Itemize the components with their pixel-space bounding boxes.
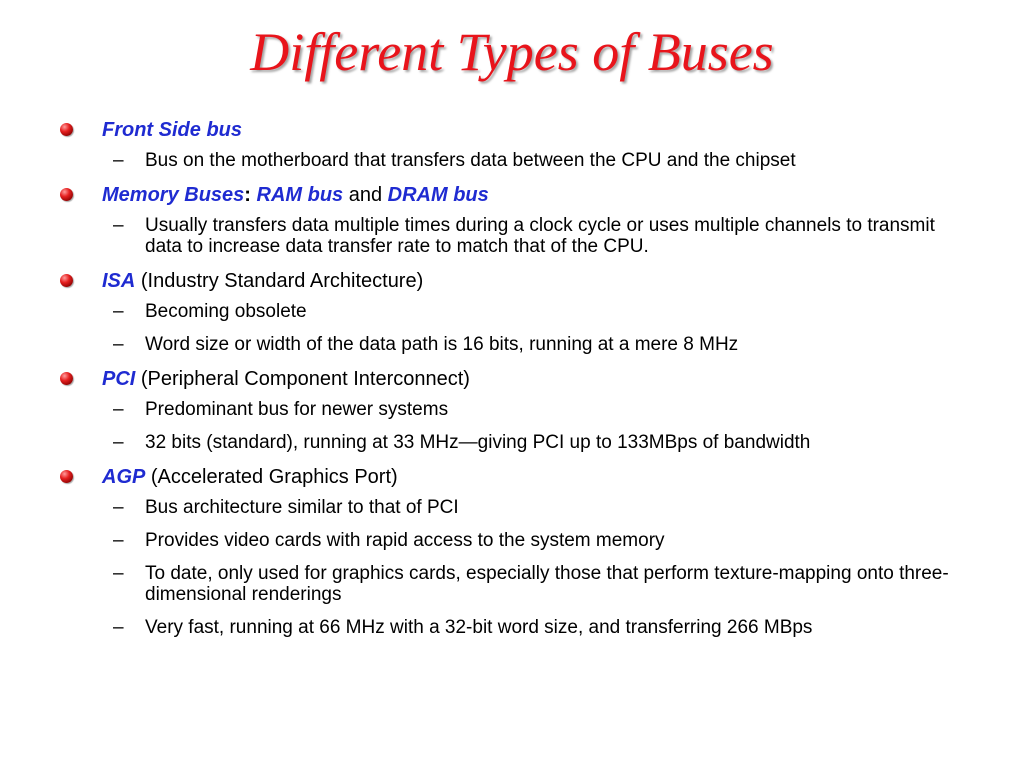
bullet-icon: [60, 470, 73, 483]
slide-content: [56, 118, 976, 650]
sub-point-list: [56, 399, 976, 453]
topic-item: [56, 183, 976, 207]
sub-point-list: [56, 150, 976, 171]
sub-point: [56, 150, 976, 171]
dash-marker: –: [113, 497, 124, 518]
topic-description: (Industry Standard Architecture): [135, 270, 424, 292]
topic-term: Memory Buses: [102, 184, 245, 206]
dash-marker: –: [113, 334, 124, 355]
sub-point-list: [56, 215, 976, 257]
dash-marker: –: [113, 432, 124, 453]
sub-point-text: Provides video cards with rapid access to the system memory: [145, 530, 665, 551]
bullet-icon: [60, 274, 73, 287]
dash-marker: –: [113, 215, 124, 236]
sub-point-text: Predominant bus for newer systems: [145, 399, 449, 420]
topic-description: (Peripheral Component Interconnect): [135, 368, 470, 390]
topic-description: and: [343, 184, 388, 206]
dash-marker: –: [113, 301, 124, 322]
sub-point-text: Usually transfers data multiple times during a clock cycle or uses multiple channels to transmit data to increase data transfer rate to match that of the CPU.: [145, 215, 935, 257]
sub-point-text: To date, only used for graphics cards, especially those that perform texture-mapping onto three-dimensional renderings: [145, 563, 949, 605]
sub-point: [56, 301, 976, 322]
sub-point: [56, 215, 976, 257]
dash-marker: –: [113, 399, 124, 420]
bullet-icon: [60, 372, 73, 385]
sub-point-list: [56, 497, 976, 638]
dash-marker: –: [113, 563, 124, 584]
sub-point-text: Word size or width of the data path is 16 bits, running at a mere 8 MHz: [145, 334, 739, 355]
sub-point: [56, 617, 976, 638]
sub-point: [56, 563, 976, 605]
topic-term: Front Side bus: [102, 119, 242, 141]
topic-term: PCI: [102, 368, 136, 390]
bullet-icon: [60, 123, 73, 136]
topic-term: ISA: [102, 270, 136, 292]
dash-marker: –: [113, 530, 124, 551]
topic-item: [56, 118, 976, 142]
topic-item: [56, 465, 976, 489]
sub-point-text: Bus on the motherboard that transfers data between the CPU and the chipset: [145, 150, 796, 171]
topic-description: (Accelerated Graphics Port): [145, 466, 398, 488]
sub-point-text: Very fast, running at 66 MHz with a 32-bit word size, and transferring 266 MBps: [145, 617, 813, 638]
sub-point-list: [56, 301, 976, 355]
dash-marker: –: [113, 150, 124, 171]
topic-description: :: [244, 184, 257, 206]
topic-item: [56, 269, 976, 293]
sub-point: [56, 334, 976, 355]
slide-title: Different Types of Buses: [250, 22, 774, 82]
sub-point-text: Bus architecture similar to that of PCI: [145, 497, 459, 518]
dash-marker: –: [113, 617, 124, 638]
sub-point: [56, 497, 976, 518]
bullet-icon: [60, 188, 73, 201]
sub-point: [56, 399, 976, 420]
sub-point-text: Becoming obsolete: [145, 301, 307, 322]
sub-point-text: 32 bits (standard), running at 33 MHz—giving PCI up to 133MBps of bandwidth: [145, 432, 811, 453]
topic-item: [56, 367, 976, 391]
sub-point: [56, 530, 976, 551]
topic-term: AGP: [102, 466, 146, 488]
sub-point: [56, 432, 976, 453]
topic-term: RAM bus: [256, 184, 344, 206]
topic-term: DRAM bus: [387, 184, 489, 206]
